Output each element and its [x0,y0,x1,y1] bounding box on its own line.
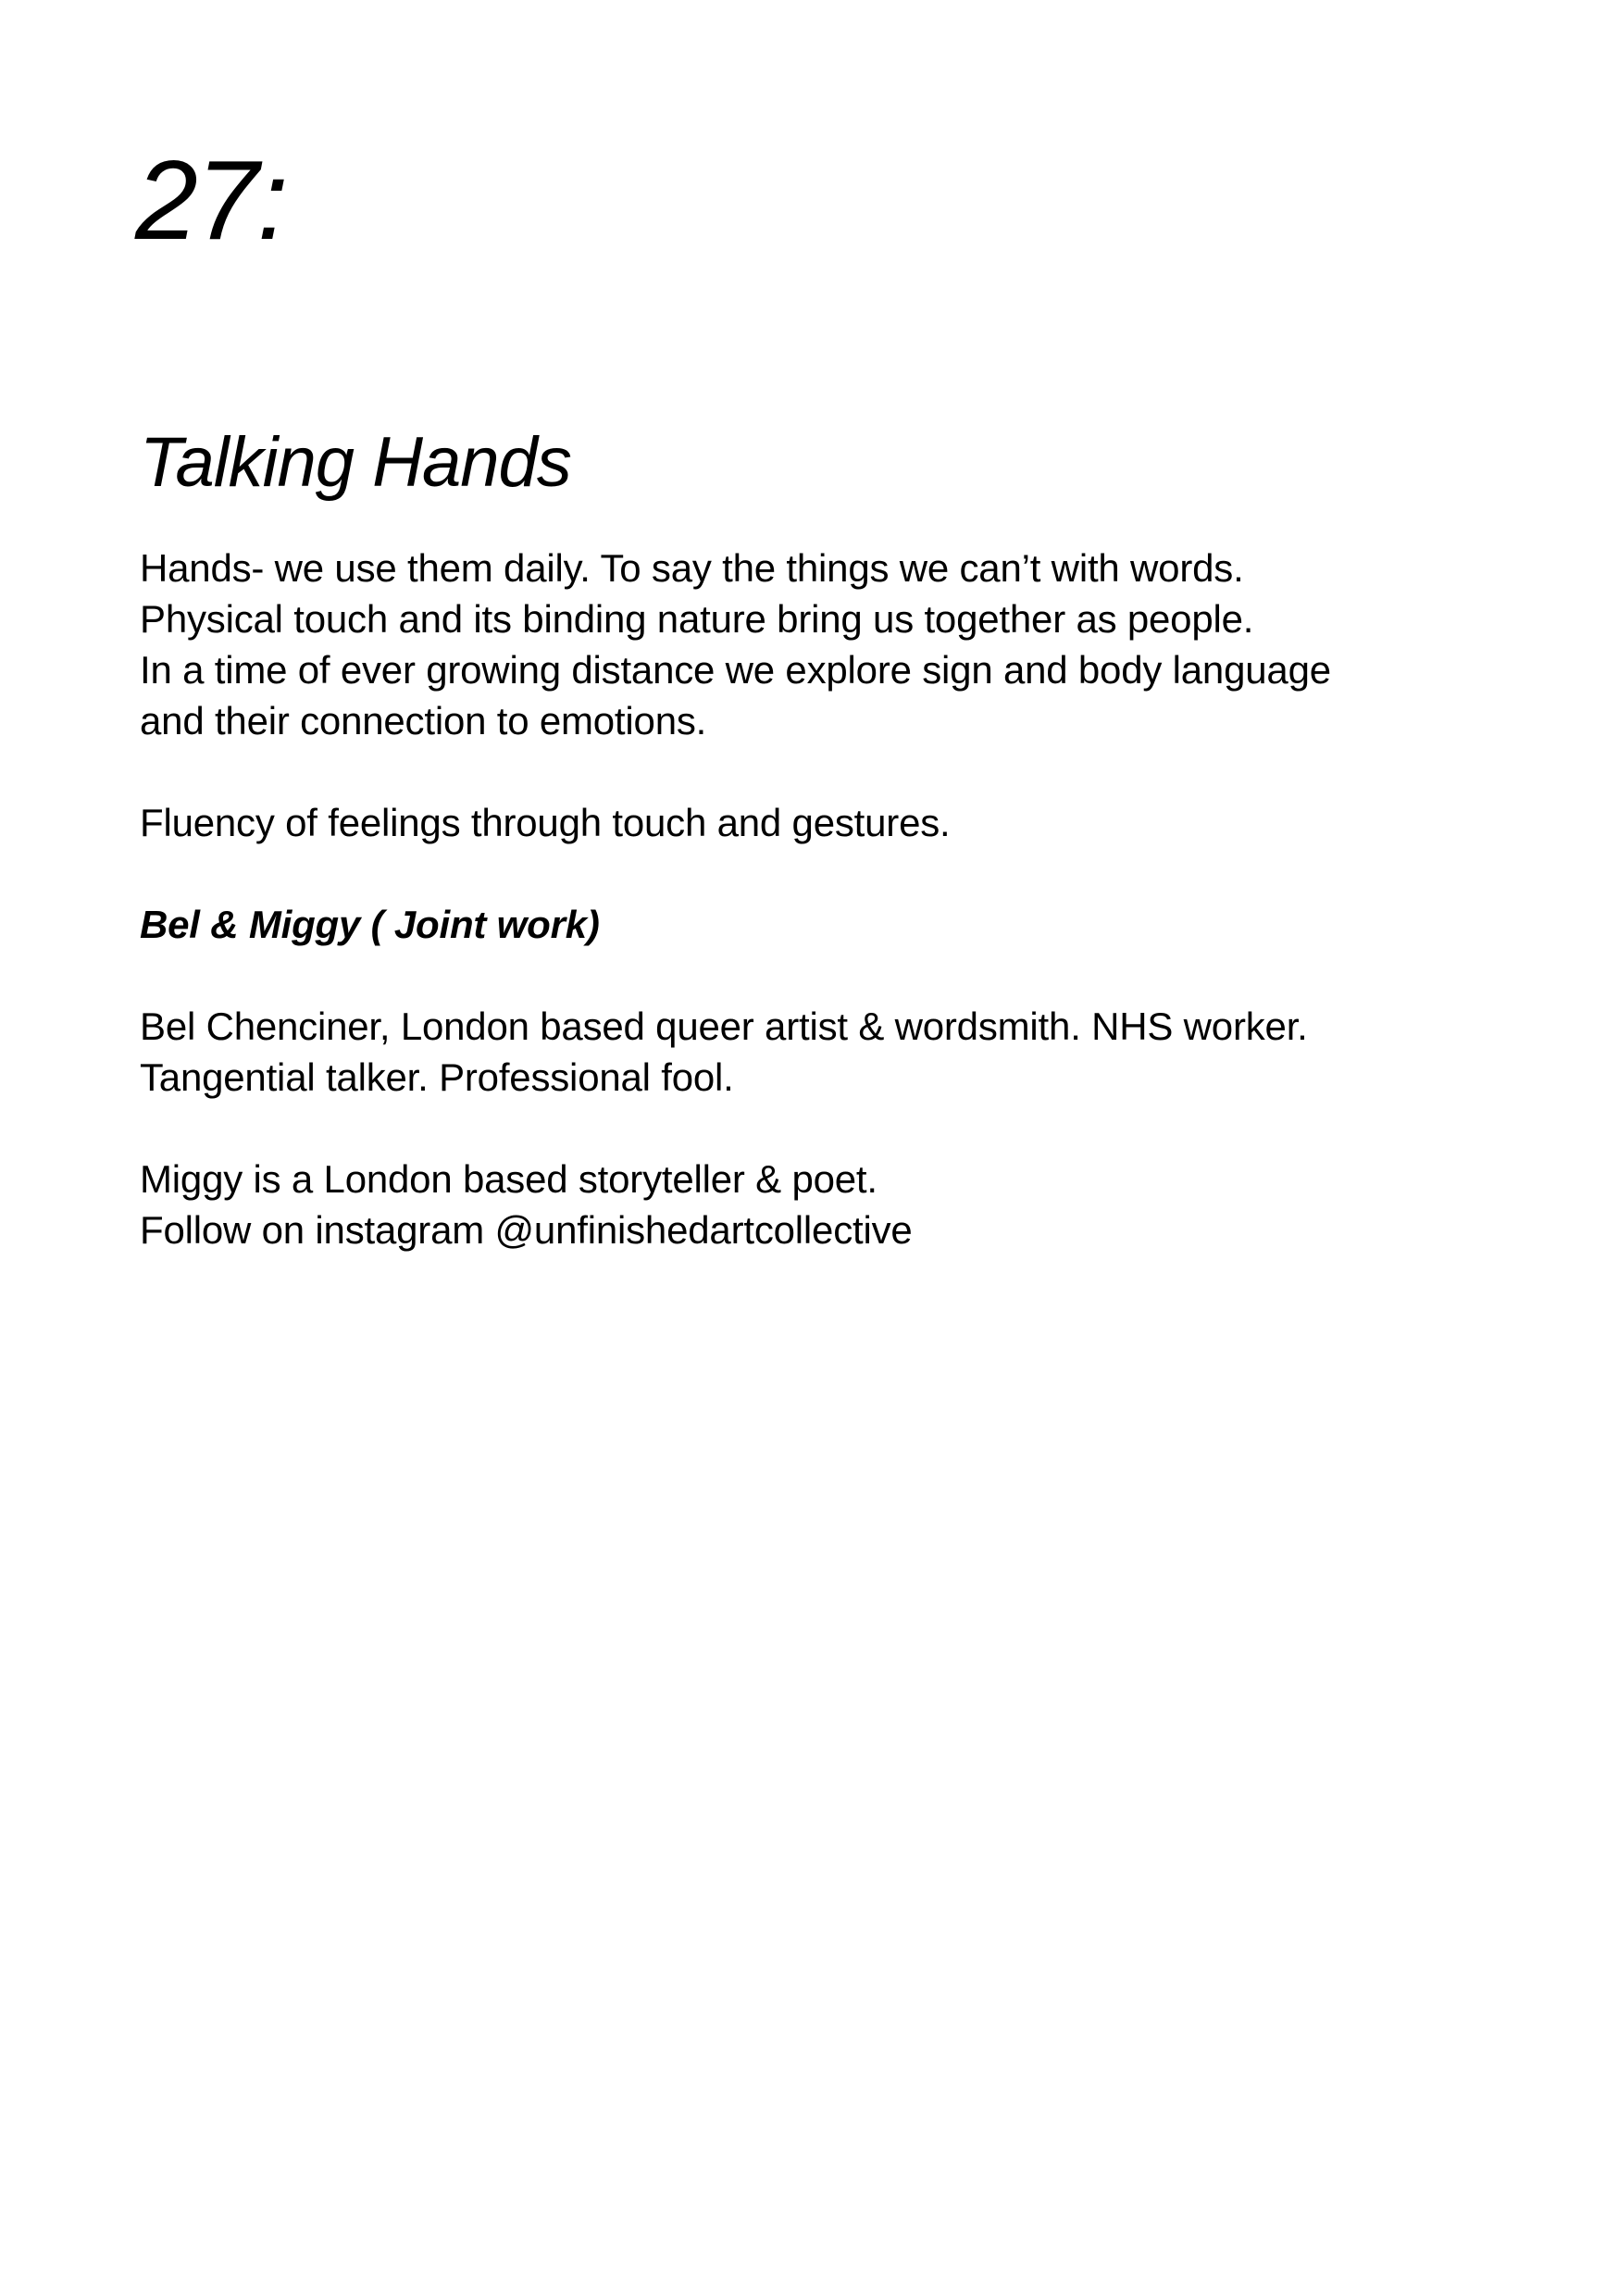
bio-miggy [140,1154,1528,1255]
page-number: 27: [135,137,287,263]
intro-line: Physical touch and its binding nature bring us together as people. [140,596,1254,641]
author-credit: Bel & Miggy ( Joint work) [140,902,600,946]
bio-bel-line: Tangential talker. Professional fool. [140,1054,734,1099]
intro-line: Hands- we use them daily. To say the things we can’t with words. [140,545,1244,590]
intro-paragraph [140,543,1528,746]
spacer [140,950,1528,1001]
spacer [140,1103,1528,1154]
tagline [140,797,1528,848]
intro-line: and their connection to emotions. [140,698,707,742]
article [140,424,1528,1255]
bio-bel [140,1001,1528,1103]
spacer [140,848,1528,899]
intro-line: In a time of ever growing distance we explore sign and body language [140,647,1331,692]
bio-bel-line: Bel Chenciner, London based queer artist & wordsmith. NHS worker. [140,1004,1308,1048]
spacer [140,746,1528,797]
bio-miggy-line: Miggy is a London based storyteller & poet. [140,1156,877,1201]
article-title: Talking Hands [140,423,571,502]
instagram-handle-line: Follow on instagram @unfinishedartcollective [140,1207,913,1252]
tagline-text: Fluency of feelings through touch and gestures. [140,800,951,844]
